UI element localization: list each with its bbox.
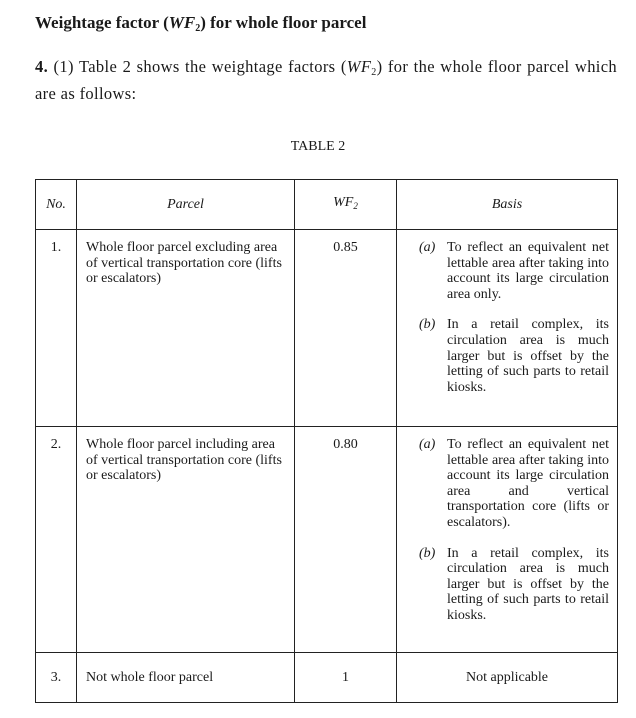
basis-item xyxy=(419,546,609,624)
row-wf: 0.80 xyxy=(295,427,397,653)
header-wf-subscript: 2 xyxy=(353,200,358,211)
row-wf: 0.85 xyxy=(295,230,397,427)
row-basis: Not applicable xyxy=(397,653,618,703)
section-heading xyxy=(35,13,366,34)
row-basis xyxy=(397,427,618,653)
header-no: No. xyxy=(36,180,77,230)
row-number: 3. xyxy=(36,653,77,703)
row-number: 1. xyxy=(36,230,77,427)
basis-item xyxy=(419,317,609,395)
table-row xyxy=(36,653,618,703)
basis-text: To reflect an equivalent net lettable area after taking into account its large circulation area and vertical transportation core (lifts or escalators). xyxy=(447,437,609,530)
row-basis xyxy=(397,230,618,427)
table-row xyxy=(36,230,618,427)
intro-paragraph xyxy=(35,56,617,104)
basis-text: In a retail complex, its circulation area is much larger but is offset by the letting of such parts to retail kiosks. xyxy=(447,545,609,623)
paragraph-symbol: WF xyxy=(346,57,372,76)
header-wf-symbol: WF xyxy=(333,194,354,210)
basis-text: To reflect an equivalent net lettable area after taking into account its large circulation area only. xyxy=(447,240,609,302)
paragraph-part1: (1) Table 2 shows the weightage factors ( xyxy=(53,57,347,76)
header-wf xyxy=(295,180,397,230)
row-parcel: Not whole floor parcel xyxy=(77,653,295,703)
table-row xyxy=(36,427,618,653)
basis-label: (b) xyxy=(419,317,436,333)
row-number: 2. xyxy=(36,427,77,653)
basis-item xyxy=(419,240,609,302)
header-basis: Basis xyxy=(397,180,618,230)
heading-symbol: WF xyxy=(168,13,196,32)
row-parcel: Whole floor parcel excluding area of vertical transportation core (lifts or escalators) xyxy=(77,230,295,427)
paragraph-number: 4. xyxy=(35,57,49,76)
basis-text: In a retail complex, its circulation area is much larger but is offset by the letting of such parts to retail kiosks. xyxy=(447,317,609,395)
table-header-row xyxy=(36,180,618,230)
table-caption: TABLE 2 xyxy=(290,139,346,154)
row-parcel: Whole floor parcel including area of vertical transportation core (lifts or escalators) xyxy=(77,427,295,653)
basis-item xyxy=(419,437,609,531)
basis-label: (a) xyxy=(419,437,436,452)
heading-prefix: Weightage factor ( xyxy=(35,13,169,32)
basis-label: (a) xyxy=(419,240,436,255)
weightage-table xyxy=(35,179,618,703)
row-wf: 1 xyxy=(295,653,397,703)
heading-subscript: 2 xyxy=(195,23,201,34)
paragraph-part2: ) for the whole floor parcel which are as follows: xyxy=(35,57,618,103)
paragraph-subscript: 2 xyxy=(371,67,377,78)
header-parcel: Parcel xyxy=(77,180,295,230)
heading-suffix: ) for whole floor parcel xyxy=(200,13,367,32)
basis-label: (b) xyxy=(419,545,436,561)
